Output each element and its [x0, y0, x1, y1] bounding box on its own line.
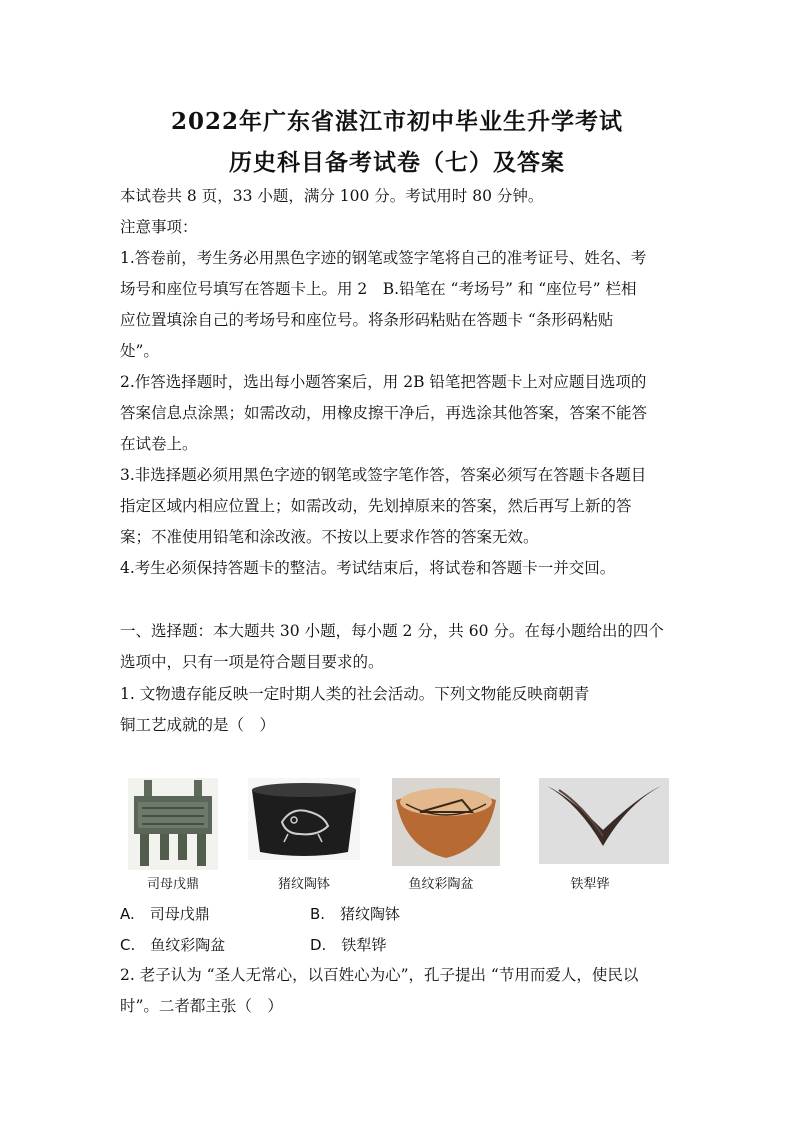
option-d: D. 铁犁铧 [310, 936, 387, 954]
notice-heading: 注意事项： [120, 218, 198, 236]
notice-line: 1.答卷前，考生务必用黑色字迹的钢笔或签字笔将自己的准考证号、姓名、考 [120, 249, 647, 267]
image-caption: 鱼纹彩陶盆 [408, 877, 474, 892]
question-2-stem: 2. 老子认为 “圣人无常心，以百姓心为心”，孔子提出 “节用而爱人，使民以 [120, 966, 639, 984]
option-c: C. 鱼纹彩陶盆 [120, 936, 226, 954]
image-caption: 猪纹陶钵 [277, 877, 330, 892]
image-caption: 铁犁铧 [570, 877, 610, 892]
section-heading-cont: 选项中，只有一项是符合题目要求的。 [120, 653, 384, 671]
notice-line: 3.非选择题必须用黑色字迹的钢笔或签字笔作答，答案必须写在答题卡各题目 [120, 466, 647, 484]
question-2-stem-cont: 时”。二者都主张（ ） [120, 997, 283, 1015]
question-1-stem-cont: 铜工艺成就的是（ ） [120, 716, 276, 734]
notice-line: 指定区域内相应位置上；如需改动，先划掉原来的答案，然后再写上新的答 [120, 497, 632, 515]
image-caption: 司母戊鼎 [146, 877, 199, 892]
notice-line: 场号和座位号填写在答题卡上。用 2 B.铅笔在 “考场号” 和 “座位号” 栏相 [120, 280, 637, 298]
notice-line: 答案信息点涂黑；如需改动，用橡皮擦干净后，再选涂其他答案，答案不能答 [120, 404, 648, 422]
notice-line: 处”。 [120, 342, 159, 360]
exam-summary: 本试卷共 8 页，33 小题，满分 100 分。考试用时 80 分钟。 [120, 187, 544, 205]
option-b: B. 猪纹陶钵 [310, 905, 401, 923]
exam-title-line2: 历史科目备考试卷（七）及答案 [229, 149, 565, 176]
notice-line: 案；不准使用铅笔和涂改液。不按以上要求作答的答案无效。 [120, 528, 539, 546]
notice-line: 4.考生必须保持答题卡的整洁。考试结束后，将试卷和答题卡一并交回。 [120, 559, 616, 577]
question-1-stem: 1. 文物遗存能反映一定时期人类的社会活动。下列文物能反映商朝青 [120, 685, 590, 703]
notice-line: 2.作答选择题时，选出每小题答案后，用 2B 铅笔把答题卡上对应题目选项的 [120, 373, 647, 391]
simuwu-ding-image [128, 778, 218, 870]
section-heading: 一、选择题：本大题共 30 小题，每小题 2 分，共 60 分。在每小题给出的四个 [120, 622, 664, 640]
notice-line: 在试卷上。 [120, 435, 198, 453]
pig-pottery-bowl-image [248, 778, 360, 860]
fish-painted-basin-image [392, 778, 500, 866]
exam-title-line1: 2022年广东省湛江市初中毕业生升学考试 [170, 108, 623, 135]
iron-plowshare-image [539, 778, 669, 864]
notice-line: 应位置填涂自己的考场号和座位号。将条形码粘贴在答题卡 “条形码粘贴 [120, 311, 614, 329]
option-a: A. 司母戊鼎 [120, 905, 210, 923]
